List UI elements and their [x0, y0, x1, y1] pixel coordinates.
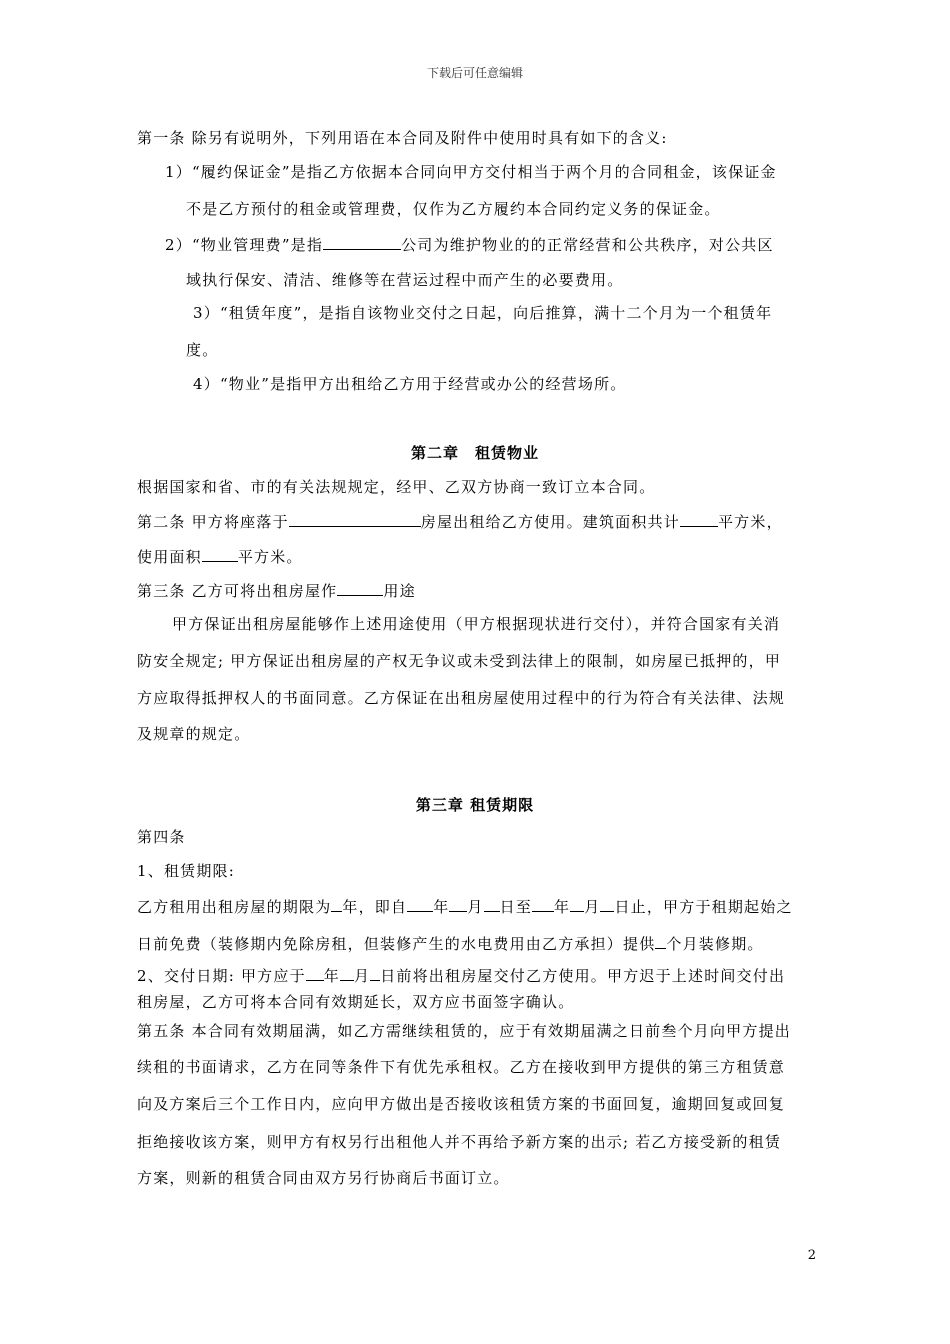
definition-2-cont: 域执行保安、清洁、维修等在营运过程中而产生的必要费用。: [186, 271, 624, 289]
article-5-cont-1: 续租的书面请求，乙方在同等条件下有优先承租权。乙方在接收到甲方提供的第三方租赁意: [137, 1058, 786, 1076]
article-3-para-1: 甲方保证出租房屋能够作上述用途使用（甲方根据现状进行交付），并符合国家有关消: [172, 615, 781, 633]
delivery-date-cont: 租房屋，乙方可将本合同有效期延长，双方应书面签字确认。: [137, 993, 575, 1011]
blank-start-month[interactable]: [449, 896, 467, 912]
page-header: 下载后可任意编辑: [426, 66, 523, 80]
definition-4: 4）“物业”是指甲方出租给乙方用于经营或办公的经营场所。: [193, 375, 627, 393]
definition-2: 2）“物业管理费”是指 公司为维护物业的的正常经营和公共秩序，对公共区: [165, 236, 774, 254]
blank-renovation-months[interactable]: [655, 933, 666, 949]
blank-end-day[interactable]: [600, 896, 614, 912]
blank-usable-area[interactable]: [202, 546, 238, 562]
blank-usage[interactable]: [337, 580, 383, 596]
blank-delivery-day[interactable]: [370, 965, 380, 981]
article-3: 第三条 乙方可将出租房屋作 用途: [137, 582, 416, 600]
chapter-2-heading: 第二章 租赁物业: [410, 444, 539, 462]
chapter-2-intro: 根据国家和省、市的有关法规规定，经甲、乙双方协商一致订立本合同。: [137, 478, 656, 496]
article-5: 第五条 本合同有效期届满，如乙方需继续租赁的，应于有效期届满之日前叁个月向甲方提出: [137, 1022, 791, 1040]
blank-address[interactable]: [289, 511, 421, 527]
definition-3: 3）“租赁年度”，是指自该物业交付之日起，向后推算，满十二个月为一个租赁年: [193, 304, 773, 322]
page-number: 2: [807, 1248, 816, 1263]
blank-delivery-year[interactable]: [306, 965, 324, 981]
article-4: 第四条: [137, 828, 186, 846]
lease-term-label: 1、租赁期限:: [137, 862, 235, 880]
article-2-cont: 使用面积 平方米。: [137, 548, 303, 566]
article-3-para-4: 及规章的规定。: [137, 725, 251, 743]
blank-start-day[interactable]: [484, 896, 500, 912]
blank-company[interactable]: [323, 234, 401, 250]
article-2: 第二条 甲方将座落于 房屋出租给乙方使用。建筑面积共计 平方米，: [137, 513, 783, 531]
definition-3-cont: 度。: [186, 341, 219, 359]
article-5-cont-4: 方案，则新的租赁合同由双方另行协商后书面订立。: [137, 1169, 510, 1187]
definition-1: 1）“履约保证金”是指乙方依据本合同向甲方交付相当于两个月的合同租金，该保证金: [165, 163, 777, 181]
article-1-intro: 第一条 除另有说明外，下列用语在本合同及附件中使用时具有如下的含义:: [137, 129, 668, 147]
lease-term-text: 乙方租用出租房屋的期限为 年，即自 年 月 日至 年 月 日止，甲方于租期起始之: [137, 898, 793, 916]
article-5-cont-2: 向及方案后三个工作日内，应向甲方做出是否接收该租赁方案的书面回复，逾期回复或回复: [137, 1095, 786, 1113]
article-3-para-2: 防安全规定; 甲方保证出租房屋的产权无争议或未受到法律上的限制，如房屋已抵押的，甲: [137, 652, 782, 670]
article-3-para-3: 方应取得抵押权人的书面同意。乙方保证在出租房屋使用过程中的行为符合有关法律、法规: [137, 689, 786, 707]
lease-term-cont: 日前免费（装修期内免除房租，但装修产生的水电费用由乙方承担）提供 个月装修期。: [137, 935, 764, 953]
blank-end-month[interactable]: [570, 896, 584, 912]
article-5-cont-3: 拒绝接收该方案，则甲方有权另行出租他人并不再给予新方案的出示; 若乙方接受新的租赁: [137, 1133, 782, 1151]
blank-delivery-month[interactable]: [340, 965, 354, 981]
blank-term-years[interactable]: [331, 896, 342, 912]
blank-building-area[interactable]: [680, 511, 718, 527]
definition-1-cont: 不是乙方预付的租金或管理费，仅作为乙方履约本合同约定义务的保证金。: [186, 200, 721, 218]
blank-start-year[interactable]: [407, 896, 433, 912]
blank-end-year[interactable]: [532, 896, 554, 912]
chapter-3-heading: 第三章 租赁期限: [415, 796, 535, 814]
delivery-date: 2、交付日期: 甲方应于 年 月 日前将出租房屋交付乙方使用。甲方迟于上述时间交付出: [137, 967, 786, 985]
